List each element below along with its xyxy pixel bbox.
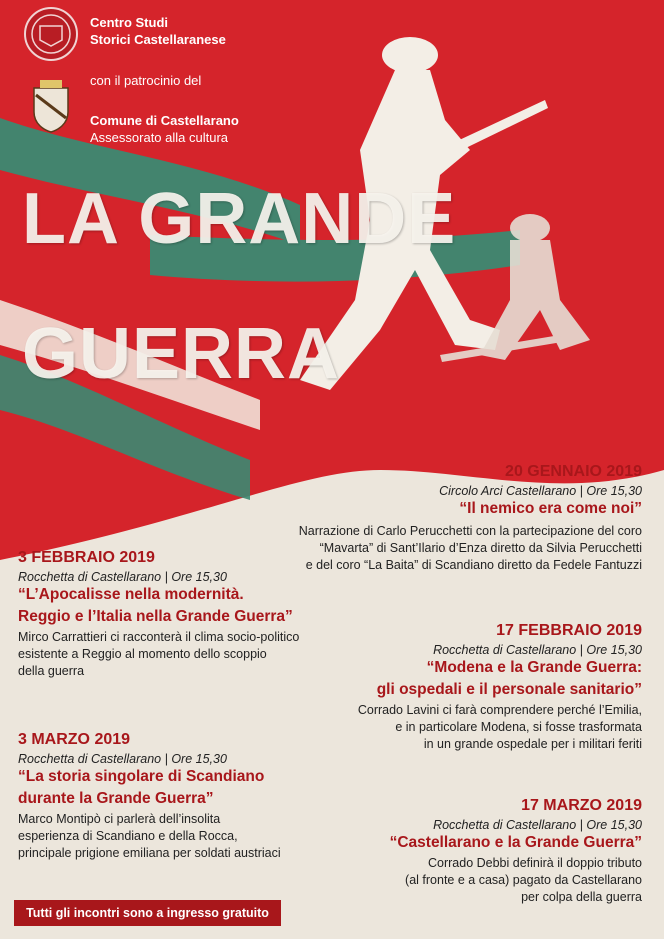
event-venue: Circolo Arci Castellarano | Ore 15,30 (439, 484, 642, 498)
desc-line: principale prigione emiliana per soldati austriaci (18, 846, 281, 860)
event-17-febbraio (302, 622, 642, 753)
title-line-2: GUERRA (22, 314, 341, 394)
desc-line: e in particolare Modena, si fosse trasformata (395, 720, 642, 734)
desc-line: Narrazione di Carlo Perucchetti con la partecipazione del coro (298, 524, 642, 538)
org-line-2: Storici Castellaranese (90, 32, 226, 47)
desc-line: Mirco Carrattieri ci racconterà il clima socio-politico (18, 630, 300, 644)
centro-studi-emblem (25, 8, 77, 60)
desc-line: Corrado Debbi definirà il doppio tributo (427, 856, 642, 870)
free-entry-banner: Tutti gli incontri sono a ingresso gratuito (14, 900, 281, 926)
desc-line: esperienza di Scandiano e della Rocca, (18, 829, 238, 843)
event-title-line: “Castellarano e la Grande Guerra” (389, 834, 642, 851)
desc-line: esistente a Reggio al momento dello scoppio (18, 647, 267, 661)
patronage-text: con il patrocinio del (90, 73, 202, 88)
event-venue: Rocchetta di Castellarano | Ore 15,30 (433, 818, 642, 832)
desc-line: della guerra (18, 664, 85, 678)
desc-line: “Mavarta” di Sant’Ilario d’Enza diretto da Silvia Perucchetti (319, 541, 642, 555)
event-17-marzo (302, 797, 642, 906)
event-description (18, 629, 348, 680)
event-description (18, 811, 348, 862)
desc-line: per colpa della guerra (521, 890, 642, 904)
organization-name (90, 14, 226, 48)
desc-line: in un grande ospedale per i militari feriti (423, 737, 642, 751)
event-venue: Rocchetta di Castellarano | Ore 15,30 (433, 643, 642, 657)
event-title-line: gli ospedali e il personale sanitario” (376, 681, 642, 698)
event-date: 17 MARZO 2019 (521, 797, 642, 814)
comune-name: Comune di Castellarano (90, 113, 239, 128)
event-title-line: Reggio e l’Italia nella Grande Guerra” (18, 608, 293, 625)
event-description (302, 702, 642, 753)
comune-coat-of-arms (34, 80, 68, 132)
event-title-line: “La storia singolare di Scandiano (18, 768, 265, 785)
event-title-line: durante la Grande Guerra” (18, 790, 214, 807)
desc-line: Corrado Lavini ci farà comprendere perché l’Emilia, (357, 703, 642, 717)
event-3-febbraio (18, 549, 348, 680)
title-line-1: LA GRANDE (22, 179, 457, 259)
event-date: 20 GENNAIO 2019 (505, 463, 642, 480)
assessorato-text: Assessorato alla cultura (90, 130, 229, 145)
desc-line: (al fronte e a casa) pagato da Castellarano (405, 873, 642, 887)
event-description (302, 855, 642, 906)
desc-line: Marco Montipò ci parlerà dell’insolita (18, 812, 221, 826)
org-line-1: Centro Studi (90, 15, 168, 30)
event-date: 17 FEBBRAIO 2019 (496, 622, 642, 639)
event-date: 3 MARZO 2019 (18, 731, 131, 748)
desc-line: e del coro “La Baita” di Scandiano diretto da Fedele Fantuzzi (305, 558, 642, 572)
event-venue: Rocchetta di Castellarano | Ore 15,30 (18, 570, 227, 584)
event-date: 3 FEBBRAIO 2019 (18, 549, 155, 566)
event-title-line: “L’Apocalisse nella modernità. (18, 586, 244, 603)
event-3-marzo (18, 731, 348, 862)
event-title-line: “Modena e la Grande Guerra: (426, 659, 642, 676)
event-title: “Il nemico era come noi” (459, 500, 642, 517)
event-venue: Rocchetta di Castellarano | Ore 15,30 (18, 752, 227, 766)
